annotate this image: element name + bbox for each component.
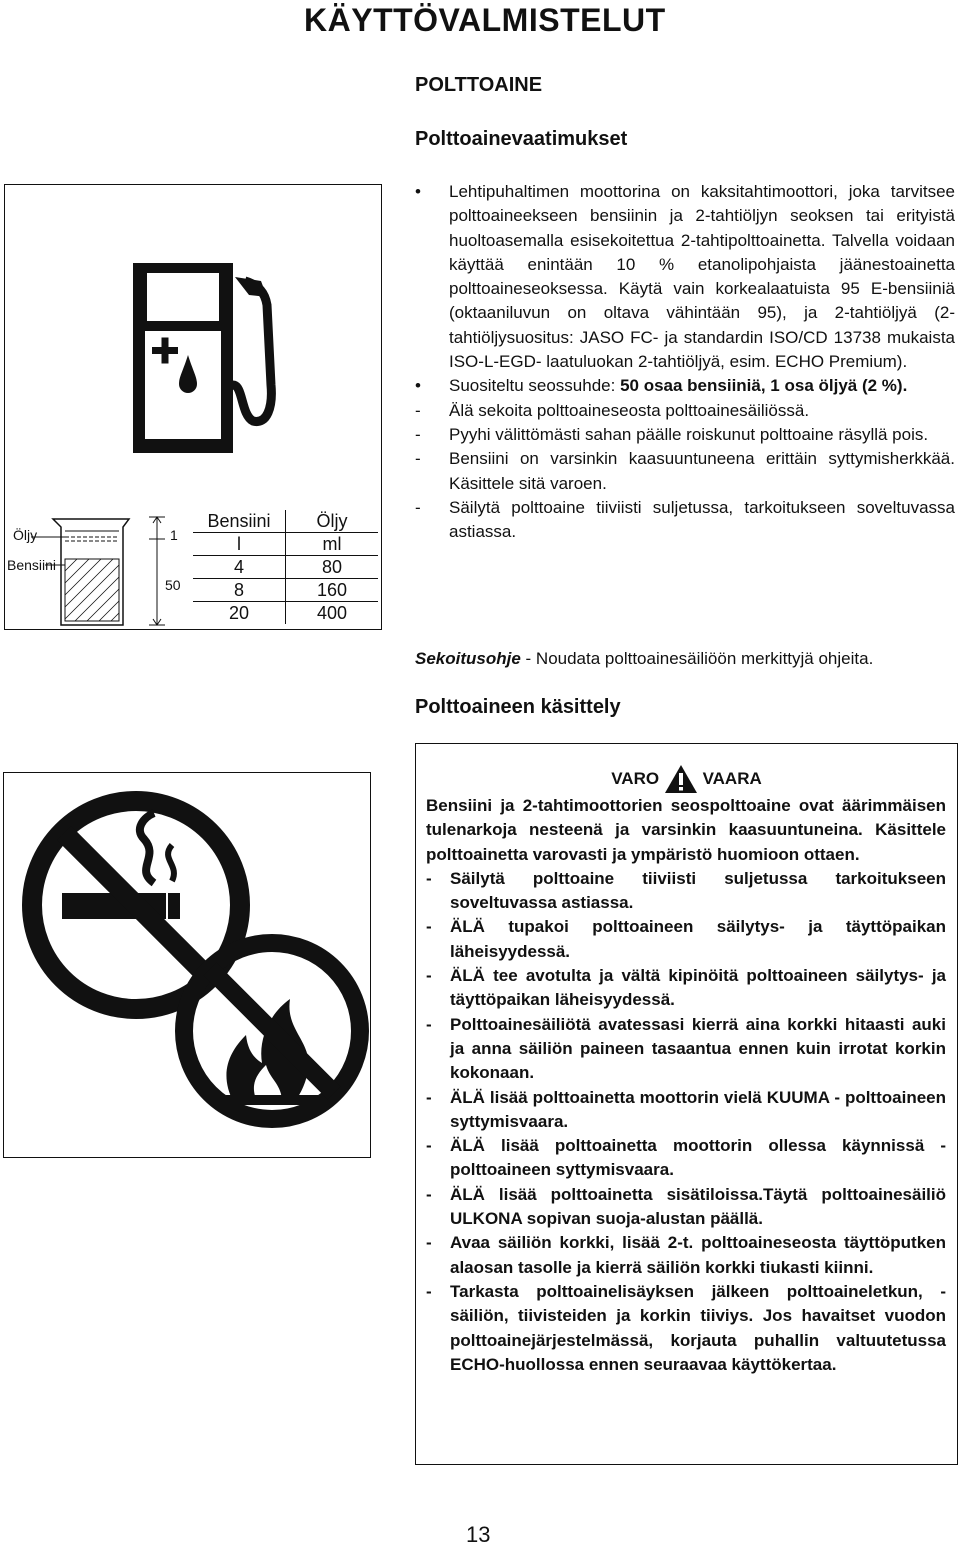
section-heading: POLTTOAINE	[415, 74, 543, 96]
list-item-text: Polttoainesäiliötä avatessasi kierrä aina korkki hitaasti auki ja anna säiliön paineen tasaantua ennen kuin irrotat korkin kokonaan.	[450, 1014, 946, 1083]
mix-ratio: 50 osaa bensiiniä, 1 osa öljyä (2 %)	[620, 376, 903, 396]
warning-triangle-icon	[664, 764, 698, 794]
warning-body	[426, 794, 946, 1377]
list-item	[426, 915, 946, 964]
warning-right-label: VAARA	[702, 769, 762, 788]
list-item-text: Pyyhi välittömästi sahan päälle roiskunut polttoaine räsyllä pois.	[449, 424, 929, 444]
table-cell: 4	[193, 556, 286, 579]
dash-mark: -	[415, 400, 421, 420]
dash-mark: -	[415, 497, 421, 517]
list-item	[426, 1134, 946, 1183]
table-cell: l	[193, 533, 286, 556]
list-item-text: Säilytä polttoaine tiiviisti suljetussa tarkoitukseen soveltuvassa astiassa.	[450, 868, 946, 913]
mix-ratio-tail: .	[902, 376, 908, 396]
table-cell: 8	[193, 579, 286, 602]
list-item-text: Älä sekoita polttoaineseosta polttoainesäiliössä.	[449, 400, 810, 420]
fuel-figure	[4, 184, 382, 630]
dash-mark: -	[426, 1087, 432, 1107]
table-cell: 20	[193, 602, 286, 625]
list-item-text: Säilytä polttoaine tiiviisti suljetussa, tarkoitukseen soveltuvassa astiassa.	[449, 497, 955, 542]
page-number: 13	[466, 1522, 491, 1547]
table-header-cell: Öljy	[286, 510, 379, 533]
list-item	[426, 1086, 946, 1135]
dash-mark: -	[426, 868, 432, 888]
mix-note	[415, 649, 873, 669]
list-item-text: Lehtipuhaltimen moottorina on kaksitahtimoottori, joka tarvitsee polttoaineekseen bensiinin ja 2-tahtiöljyn seoksen tai erityistä huoltoasemalla esisekoitettua 2-tahtipolttoainetta. Talvella voidaan käyttää enintään 10 % etanolipohjaista jäänestoainetta polttoaineseoksessa. Käytä vain korkealaatuista 95 E-bensiiniä (oktaaniluvun on oltava vähintään 95), ja 2-tahtiöljyä (2-tahtiöljysuositus: JASO FC- ja standardin ISO/CD 13738 mukaista ISO-L-EGD- laatuluokan 2-tahtiöljyä, esim. ECHO Premium).	[449, 182, 955, 372]
table-row	[193, 510, 378, 533]
table-cell: 80	[286, 556, 379, 579]
mix-table	[193, 510, 378, 624]
dash-mark: -	[426, 1014, 432, 1034]
list-item-text: Suositeltu seossuhde:	[449, 376, 621, 396]
warning-intro: Bensiini ja 2-tahtimoottorien seospolttoaine ovat äärimmäisen tulenarkoja nesteenä ja varsinkin kaasuuntuneina. Käsittele polttoainetta varovasti ja ympäristö huomioon ottaen.	[426, 796, 946, 864]
list-item	[415, 423, 955, 447]
list-item	[415, 399, 955, 423]
list-item	[426, 867, 946, 916]
list-item-text: ÄLÄ lisää polttoainetta sisätiloissa.Täytä polttoainesäiliö ULKONA sopivan suoja-alustan päällä.	[450, 1184, 946, 1229]
list-item-text: ÄLÄ tupakoi polttoaineen säilytys- ja täyttöpaikan läheisyydessä.	[450, 917, 946, 961]
table-row	[193, 533, 378, 556]
page-title: KÄYTTÖVALMISTELUT	[304, 2, 666, 38]
dash-mark: -	[426, 1136, 432, 1156]
mix-note-text: - Noudata polttoainesäiliöön merkittyjä ohjeita.	[520, 649, 874, 668]
warning-header	[416, 764, 957, 794]
dash-mark: -	[426, 917, 432, 937]
subheading-requirements: Polttoainevaatimukset	[415, 128, 628, 150]
requirements-list	[415, 180, 955, 544]
table-row	[193, 602, 378, 625]
dash-mark: -	[426, 1184, 432, 1204]
warning-left-label: VARO	[611, 769, 660, 788]
list-item	[426, 1013, 946, 1086]
table-header-cell: Bensiini	[193, 510, 286, 533]
warning-box	[415, 743, 958, 1465]
list-item	[415, 374, 955, 398]
dash-mark: -	[426, 966, 432, 986]
list-item-text: ÄLÄ lisää polttoainetta moottorin ollessa käynnissä - polttoaineen syttymisvaara.	[450, 1136, 946, 1180]
list-item	[426, 964, 946, 1013]
list-item-text: ÄLÄ lisää polttoainetta moottorin vielä KUUMA - polttoaineen syttymisvaara.	[450, 1087, 946, 1131]
list-item	[415, 447, 955, 496]
label-ratio-oil: 1	[170, 527, 178, 543]
label-ratio-petrol: 50	[165, 577, 181, 593]
list-item	[426, 1183, 946, 1232]
subheading-handling: Polttoaineen käsittely	[415, 696, 621, 718]
list-item-text: ÄLÄ tee avotulta ja vältä kipinöitä polttoaineen säilytys- ja täyttöpaikan läheisyydessä.	[450, 966, 946, 1010]
label-petrol: Bensiini	[7, 557, 57, 573]
dash-mark: -	[415, 424, 421, 444]
list-item	[415, 180, 955, 374]
table-row	[193, 579, 378, 602]
mix-note-lead: Sekoitusohje	[415, 649, 521, 668]
list-item-text: Avaa säiliön korkki, lisää 2-t. polttoaineseosta täyttöputken alaosan tasolle ja kierrä säiliön korkki tiukasti kiinni.	[450, 1233, 946, 1277]
bullet-mark: •	[415, 376, 421, 396]
prohibition-figure	[3, 772, 371, 1158]
table-row	[193, 556, 378, 579]
no-open-fire-icon	[184, 943, 360, 1119]
list-item-text: Bensiini on varsinkin kaasuuntuneena erittäin syttymisherkkää. Käsittele sitä varoen.	[449, 449, 955, 493]
dash-mark: -	[426, 1281, 432, 1301]
list-item	[426, 1280, 946, 1377]
bullet-mark: •	[415, 182, 421, 201]
dash-mark: -	[426, 1233, 432, 1253]
table-cell: ml	[286, 533, 379, 556]
list-item	[426, 1231, 946, 1280]
table-cell: 160	[286, 579, 379, 602]
label-oil: Öljy	[13, 527, 38, 543]
table-cell: 400	[286, 602, 379, 625]
list-item	[415, 496, 955, 545]
list-item-text: Tarkasta polttoainelisäyksen jälkeen polttoaineletkun, -säiliön, tiivisteiden ja korkin tiiviys. Jos havaitset vuodon polttoainejärjestelmässä, korjauta puhallin valtuutetussa ECHO-huollossa ennen seuraavaa käyttökertaa.	[450, 1281, 946, 1374]
dash-mark: -	[415, 449, 421, 469]
